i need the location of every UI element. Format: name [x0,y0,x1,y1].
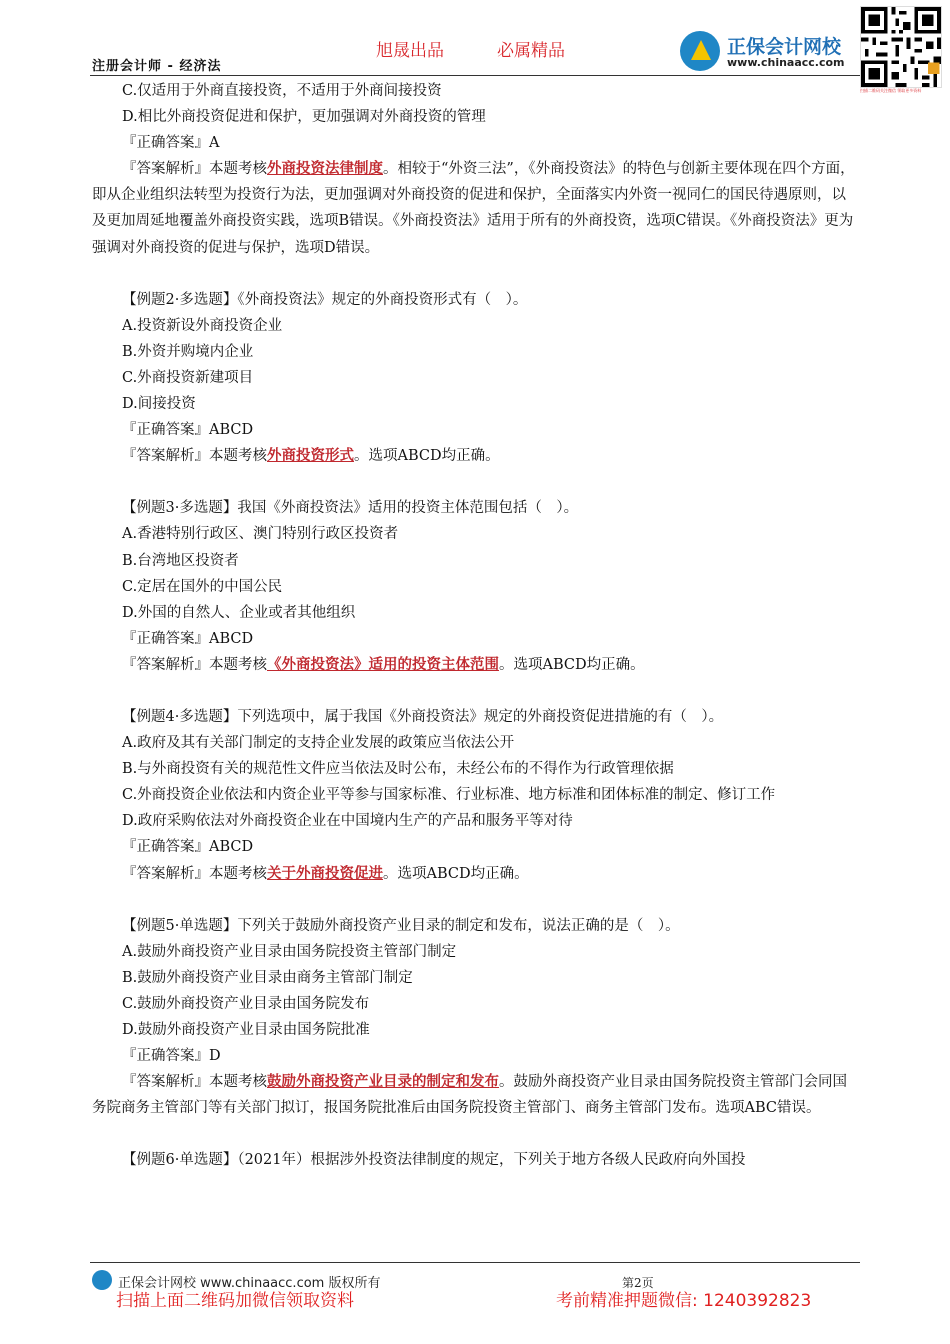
paragraph-gap [92,1121,860,1147]
text-line: A.香港特别行政区、澳门特别行政区投资者 [122,526,399,543]
logo-icon [680,31,720,71]
doc-title: 注册会计师 - 经济法 [92,59,222,74]
topic-link[interactable]: 外商投资法律制度 [267,160,383,178]
analysis-prefix: 『答案解析』本题考核 [122,1074,267,1091]
chinaacc-logo [680,28,860,74]
text-line: D.间接投资 [122,396,196,413]
footer-copyright: 正保会计网校 www.chinaacc.com 版权所有 [118,1276,381,1291]
text-line: 『正确答案』ABCD [122,839,254,856]
text-line: D.外国的自然人、企业或者其他组织 [122,604,356,621]
analysis-text: 。选项ABCD均正确。 [354,448,500,465]
slogan-right: 必属精品 [497,41,565,61]
text-line: 【例题6·单选题】（2021年）根据涉外投资法律制度的规定，下列关于地方各级人民政府向外国投 [122,1152,746,1169]
text-line: C.定居在国外的中国公民 [122,578,283,595]
answer-analysis [92,1069,860,1121]
text-line: C.仅适用于外商直接投资，不适用于外商间接投资 [122,83,442,99]
text-line: 【例题4·多选题】下列选项中，属于我国《外商投资法》规定的外商投资促进措施的有（ ）。 [122,708,724,725]
paragraph-gap [92,887,860,913]
text-line: D.鼓励外商投资产业目录由国务院批准 [122,1022,370,1038]
slogan-left: 旭晟出品 [376,41,444,61]
answer-analysis [92,861,860,887]
text-line: 【例题2·多选题】《外商投资法》规定的外商投资形式有（ ）。 [122,291,528,308]
qr-code-icon [860,6,942,88]
analysis-text: 。鼓励外商投资产业目录由国务院投资主管部门会同国务院商务主管部门等有关部门拟订，报国务院批准后由国务院投资主管部门、商务主管部门发布。选项ABC错误。 [92,1074,847,1117]
text-line: C.鼓励外商投资产业目录由国务院发布 [122,995,370,1012]
text-line: D.政府采购依法对外商投资企业在中国境内生产的产品和服务平等对待 [122,813,573,830]
text-line: 『正确答案』ABCD [122,422,254,439]
text-line: 『正确答案』A [122,135,220,152]
analysis-prefix: 『答案解析』本题考核 [122,865,267,882]
footer-divider [90,1262,860,1263]
promo-right: 考前精准押题微信: 1240392823 [556,1291,812,1311]
document-body [92,78,860,1173]
text-line: B.外资并购境内企业 [122,343,254,360]
analysis-text: 。选项ABCD均正确。 [383,865,529,882]
text-line: A.政府及其有关部门制定的支持企业发展的政策应当依法公开 [122,735,515,752]
text-line: D.相比外商投资促进和保护，更加强调对外商投资的管理 [122,109,486,126]
text-line: C.外商投资新建项目 [122,369,254,386]
text-line: 『正确答案』D [122,1048,221,1065]
text-line: 【例题3·多选题】我国《外商投资法》适用的投资主体范围包括（ ）。 [122,500,579,517]
header-divider [90,75,860,76]
analysis-prefix: 『答案解析』本题考核 [122,448,267,465]
logo-url: www.chinaacc.com [727,56,845,69]
text-line: 【例题5·单选题】下列关于鼓励外商投资产业目录的制定和发布，说法正确的是（ ）。 [122,917,680,934]
paragraph-gap [92,678,860,704]
text-line: B.与外商投资有关的规范性文件应当依法及时公布，未经公布的不得作为行政管理依据 [122,761,674,778]
analysis-prefix: 『答案解析』本题考核 [122,656,267,673]
paragraph-gap [92,261,860,287]
answer-analysis [92,652,860,678]
topic-link[interactable]: 鼓励外商投资产业目录的制定和发布 [267,1073,499,1091]
analysis-text: 。选项ABCD均正确。 [499,656,645,673]
logo-name: 正保会计网校 [727,36,842,58]
text-line: A.投资新设外商投资企业 [122,317,283,334]
footer-logo-icon [92,1270,112,1290]
text-line: 『正确答案』ABCD [122,630,254,647]
answer-analysis [92,156,860,260]
promo-left: 扫描上面二维码加微信领取资料 [116,1291,354,1311]
answer-analysis [92,443,860,469]
topic-link[interactable]: 《外商投资法》适用的投资主体范围 [267,655,499,673]
qr-caption: 扫描二维码关注微信 领取更多资料 [860,88,922,93]
paragraph-gap [92,469,860,495]
analysis-text: 。相较于“外资三法”，《外商投资法》的特色与创新主要体现在四个方面，即从企业组织法转型为投资行为法，更加强调对外商投资的促进和保护，全面落实内外资一视同仁的国民待遇原则，以及更加周延地覆盖外商投资实践，选项B错误。《外商投资法》适用于所有的外商投资，选项C错误。《外商投资法》更为强调对外商投资的促进与保护，选项D错误。 [92,161,855,256]
topic-link[interactable]: 关于外商投资促进 [267,864,383,882]
text-line: A.鼓励外商投资产业目录由国务院投资主管部门制定 [122,943,457,960]
text-line: B.台湾地区投资者 [122,552,239,569]
text-line: B.鼓励外商投资产业目录由商务主管部门制定 [122,969,413,986]
analysis-prefix: 『答案解析』本题考核 [122,161,267,178]
topic-link[interactable]: 外商投资形式 [267,447,354,465]
page-number: 第2页 [622,1276,654,1290]
text-line: C.外商投资企业依法和内资企业平等参与国家标准、行业标准、地方标准和团体标准的制定、修订工作 [122,787,776,804]
